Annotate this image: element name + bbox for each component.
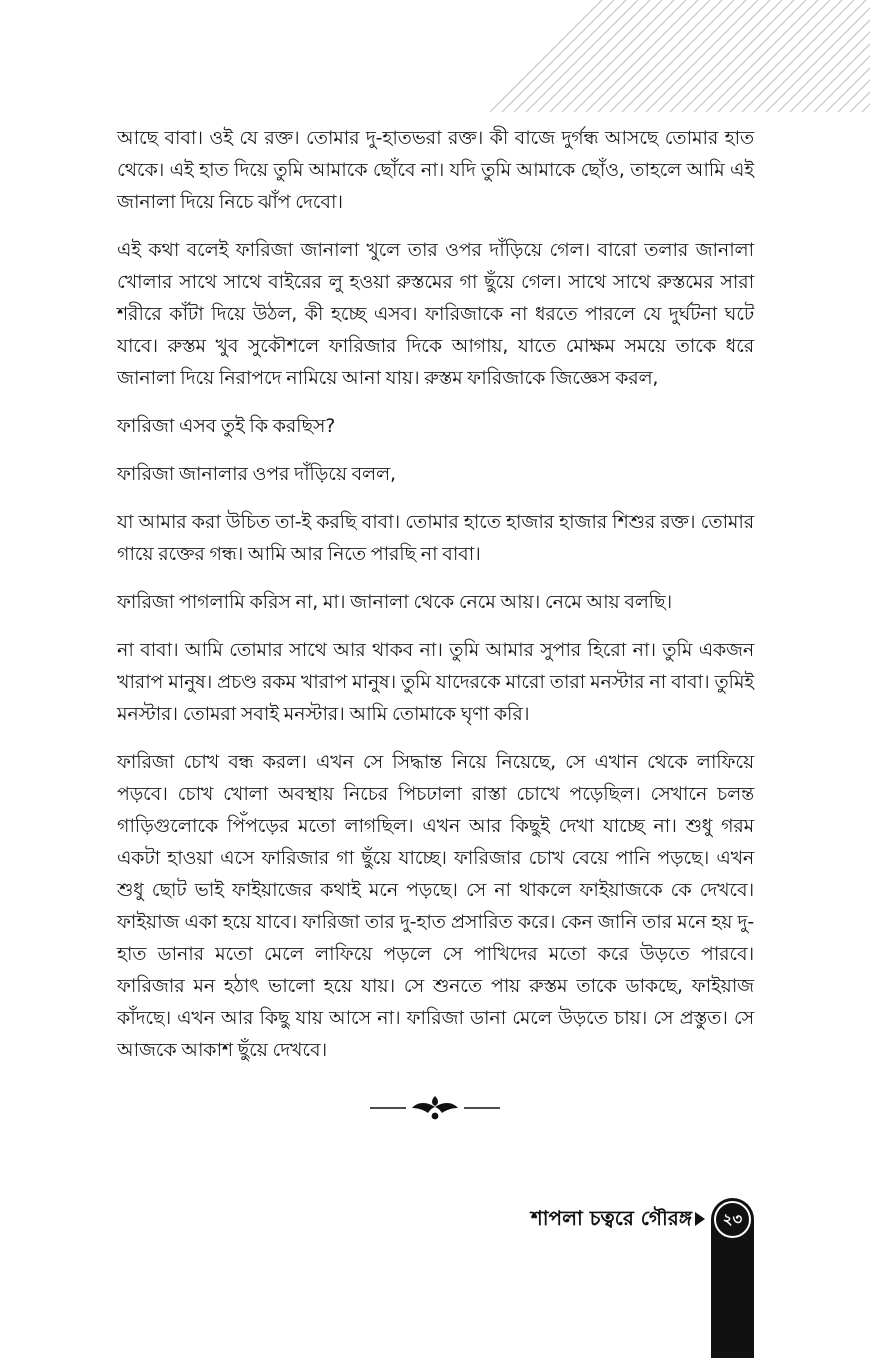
triangle-right-icon (694, 1211, 706, 1227)
paragraph: ফারিজা জানালার ওপর দাঁড়িয়ে বলল, (117, 463, 396, 485)
paragraph: এই কথা বলেই ফারিজা জানালা খুলে তার ওপর দাঁড়িয়ে গেল। বারো তলার জানালা খোলার সাথে সাথে বাইরের লু হওয়া রুস্তমের গা ছুঁয়ে গেল। সাথে সাথে রুস্তমের সারা শরীরে কাঁটা দিয়ে উঠল, কী হচ্ছে এসব। ফারিজাকে না ধরতে পারলে যে দুর্ঘটনা ঘটে যাবে। রুস্তম খুব সুকৌশলে ফারিজার দিকে আগায়, যাতে মোক্ষম সময়ে তাকে ধরে জানালা দিয়ে নিরাপদে নামিয়ে আনা যায়। রুস্তম ফারিজাকে জিজ্ঞেস করল, (117, 239, 754, 389)
paragraph: ফারিজা পাগলামি করিস না, মা। জানালা থেকে নেমে আয়। নেমে আয় বলছি। (117, 591, 673, 613)
ornament-divider-icon (368, 1092, 502, 1124)
paragraph: আছে বাবা। ওই যে রক্ত। তোমার দু-হাতভরা রক্ত। কী বাজে দুর্গন্ধ আসছে তোমার হাত থেকে। এই হাত দিয়ে তুমি আমাকে ছোঁবে না। যদি তুমি আমাকে ছোঁও, তাহলে আমি এই জানালা দিয়ে নিচে ঝাঁপ দেবো। (117, 127, 754, 213)
page-body-text (117, 122, 754, 1082)
corner-hatch-decoration (490, 0, 870, 112)
page-number: ২৩ (714, 1201, 751, 1238)
paragraph: ফারিজা এসব তুই কি করছিস? (117, 415, 336, 437)
paragraph: ফারিজা চোখ বন্ধ করল। এখন সে সিদ্ধান্ত নিয়ে নিয়েছে, সে এখান থেকে লাফিয়ে পড়বে। চোখ খোলা অবস্থায় নিচের পিচঢালা রাস্তা চোখে পড়েছিল। সেখানে চলন্ত গাড়িগুলোকে পিঁপড়ের মতো লাগছিল। এখন আর কিছুই দেখা যাচ্ছে না। শুধু গরম একটা হাওয়া এসে ফারিজার গা ছুঁয়ে যাচ্ছে। ফারিজার চোখ বেয়ে পানি পড়ছে। এখন শুধু ছোট ভাই ফাইয়াজের কথাই মনে পড়ছে। সে না থাকলে ফাইয়াজকে কে দেখবে। ফাইয়াজ একা হয়ে যাবে। ফারিজা তার দু-হাত প্রসারিত করে। কেন জানি তার মনে হয় দু-হাত ডানার মতো মেলে লাফিয়ে পড়লে সে পাখিদের মতো করে উড়তে পারবে। ফারিজার মন হঠাৎ ভালো হয়ে যায়। সে শুনতে পায় রুস্তম তাকে ডাকছে, ফাইয়াজ কাঁদছে। এখন আর কিছু যায় আসে না। ফারিজা ডানা মেলে উড়তে চায়। সে প্রস্তুত। সে আজকে আকাশ ছুঁয়ে দেখবে। (117, 751, 754, 1061)
book-title: শাপলা চত্বরে গৌরঙ্গ (530, 1206, 692, 1230)
paragraph: যা আমার করা উচিত তা-ই করছি বাবা। তোমার হাতে হাজার হাজার শিশুর রক্ত। তোমার গায়ে রক্তের গন্ধ। আমি আর নিতে পারছি না বাবা। (117, 511, 754, 565)
paragraph: না বাবা। আমি তোমার সাথে আর থাকব না। তুমি আমার সুপার হিরো না। তুমি একজন খারাপ মানুষ। প্রচণ্ড রকম খারাপ মানুষ। তুমি যাদেরকে মারো তারা মনস্টার না বাবা। তুমিই মনস্টার। তোমরা সবাই মনস্টার। আমি তোমাকে ঘৃণা করি। (117, 639, 754, 725)
